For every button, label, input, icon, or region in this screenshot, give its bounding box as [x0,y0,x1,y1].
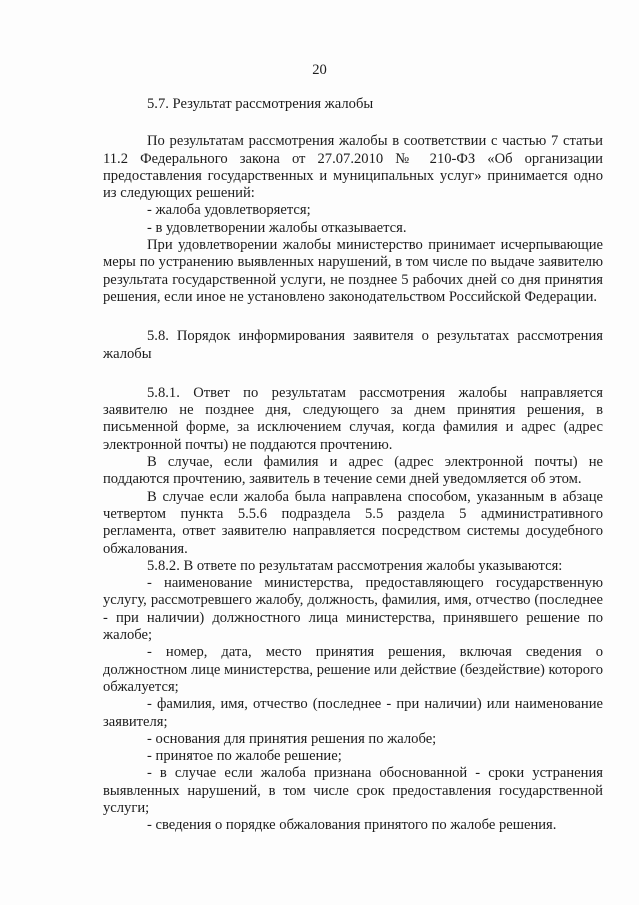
paragraph-5-8-1: 5.8.1. Ответ по результатам рассмотрения жалобы направляется заявителю не позднее дня, следующего за днем принятия решения, в письменной форме, за исключением случая, когда фамилия и адрес (адрес электронной почты) не поддаются прочтению. [103,384,603,453]
list-item: - в случае если жалоба признана обоснованной - сроки устранения выявленных нарушений, в том числе срок предоставления государственной услуги; [103,765,603,816]
list-item: - номер, дата, место принятия решения, включая сведения о должностном лице министерства, решение или действие (бездействие) которого обжалуется; [103,644,603,695]
decision-option: - в удовлетворении жалобы отказывается. [147,219,407,236]
page-number: 20 [312,62,327,78]
list-item: - фамилия, имя, отчество (последнее - при наличии) или наименование заявителя; [103,696,603,730]
satisfaction-paragraph: При удовлетворении жалобы министерство принимает исчерпывающие меры по устранению выявленных нарушений, в том числе по выдаче заявителю результата государственной услуги, не позднее 5 рабочих дней со дня принятия решения, если иное не установлено законодательством Российской Федерации. [103,237,603,305]
section-5-8-heading: 5.8. Порядок информирования заявителя о результатах рассмотрения жалобы [103,328,603,362]
section-5-7-intro: По результатам рассмотрения жалобы в соответствии с частью 7 статьи 11.2 Федерального закона от 27.07.2010 № 210-ФЗ «Об организации предоставления государственных и муниципальных услуг» принимается одно из следующих решений: [103,133,603,202]
pretrial-system-paragraph: В случае если жалоба была направлена способом, указанным в абзаце четвертом пункта 5.5.6 подраздела 5.5 раздела 5 административного регламента, ответ заявителю направляется посредством системы досудебного обжалования. [103,488,603,557]
list-item: - наименование министерства, предоставляющего государственную услугу, рассмотревшего жалобу, должность, фамилия, имя, отчество (последнее - при наличии) должностного лица министерства, принявшего решение по жалобе; [103,575,603,644]
document-body [103,96,603,835]
section-5-7-heading: 5.7. Результат рассмотрения жалобы [147,96,374,112]
list-item: - основания для принятия решения по жалобе; [147,730,437,747]
decision-option: - жалоба удовлетворяется; [147,202,311,219]
list-item: - принятое по жалобе решение; [147,748,342,765]
list-item: - сведения о порядке обжалования принятого по жалобе решения. [147,817,557,834]
paragraph-5-8-2: 5.8.2. В ответе по результатам рассмотрения жалобы указываются: [147,557,563,574]
unreadable-paragraph: В случае, если фамилия и адрес (адрес электронной почты) не поддаются прочтению, заявитель в течение семи дней уведомляется об этом. [103,454,603,488]
